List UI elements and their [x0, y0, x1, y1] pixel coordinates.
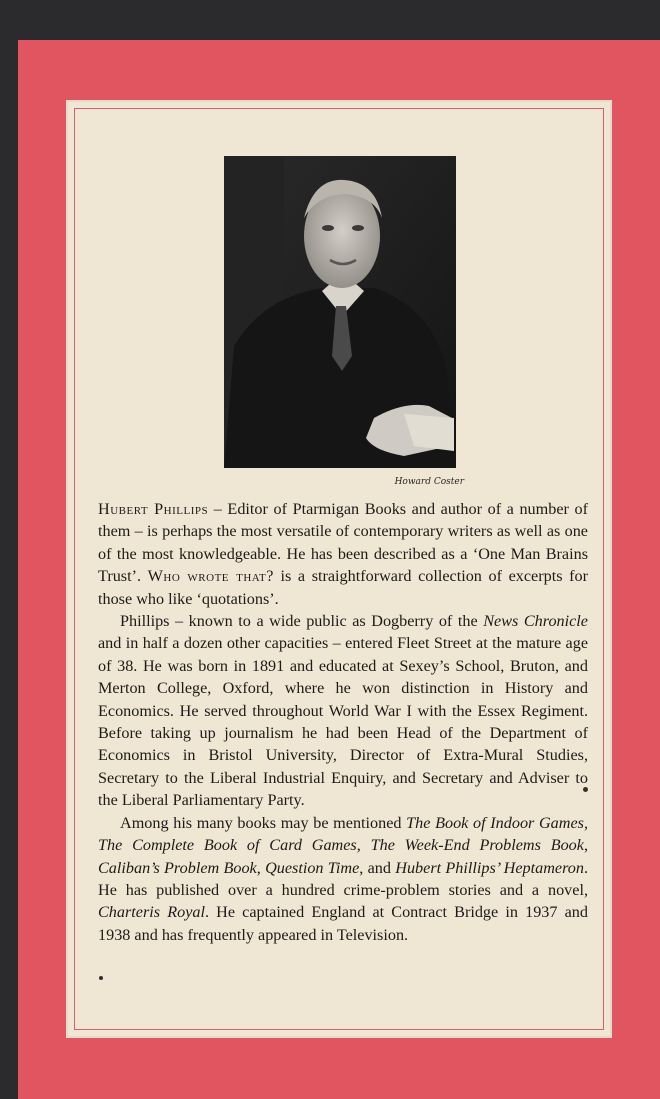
author-biography — [98, 498, 588, 946]
ink-smudge — [99, 976, 103, 980]
bio-text: , and — [359, 858, 396, 877]
book-title: Hubert Phillips’ Heptameron — [395, 858, 584, 877]
book-back-cover — [18, 40, 660, 1099]
cream-text-panel — [66, 100, 612, 1038]
bio-text: . He has published over a hundred crime-problem stories and a novel, — [98, 858, 589, 899]
bio-text: – Editor of Ptarmigan Books and author of a number of them – is perhaps the most versatile of contemporary writers as well as one of the most knowledgeable. He has been described as a ‘One Man Brains Trust’. — [98, 500, 588, 586]
left-eye — [322, 225, 334, 231]
book-title: Who wrote that? — [147, 567, 274, 586]
newspaper-title: News Chronicle — [483, 612, 588, 631]
bio-text: Phillips – known to a wide public as Dogberry of the — [120, 612, 484, 631]
portrait-illustration — [224, 156, 456, 468]
book-title: Charteris Royal — [98, 903, 205, 922]
bio-text: , — [583, 836, 588, 855]
photo-credit: Howard Coster — [394, 477, 464, 487]
author-name: Hubert Phillips — [98, 500, 209, 518]
book-title: The Book of Indoor Games — [406, 813, 584, 832]
bio-paragraph-2 — [98, 610, 588, 812]
bio-paragraph-1 — [98, 498, 588, 610]
bio-text: and in half a dozen other capacities – entered Fleet Street at the mature age of 38. He was born in 1891 and educated at Sexey’s School, Bruton, and Merton College, Oxford, where he won distinction in History and Economics. He served throughout World War I with the Essex Regiment. Before taking up journalism he had been Head of the Department of Economics in Bristol University, Director of Extra-Mural Studies, Secretary to the Liberal Industrial Enquiry, and Secretary and Adviser to the Liberal Parliamentary Party. — [98, 634, 588, 810]
bio-text: , — [256, 858, 266, 877]
bio-text: . He captained England at Contract Bridge in 1937 and 1938 and has frequently appeared in Television. — [98, 903, 588, 944]
book-title: The Week-End Problems Book — [370, 836, 584, 855]
bio-text: , — [583, 813, 588, 832]
bio-text: is a straightforward collection of excerpts for those who like ‘quotations’. — [98, 567, 588, 608]
bio-text: , — [356, 836, 371, 855]
book-title: Caliban’s Problem Book — [98, 858, 257, 877]
right-eye — [352, 225, 364, 231]
book-title: The Complete Book of Card Games — [98, 836, 357, 855]
bio-text: Among his many books may be mentioned — [120, 813, 407, 832]
book-title: Question Time — [265, 858, 360, 877]
author-portrait-photo — [224, 156, 456, 468]
bio-paragraph-3 — [98, 812, 588, 946]
ink-smudge — [583, 787, 588, 792]
